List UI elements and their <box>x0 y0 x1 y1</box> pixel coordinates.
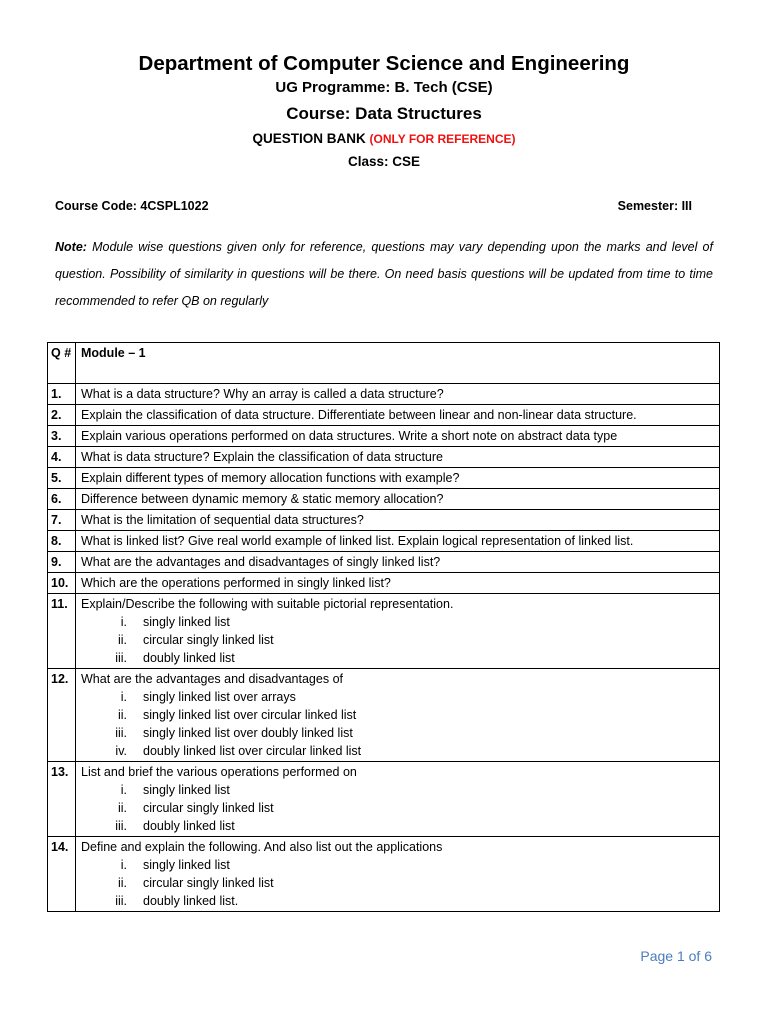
sub-item-numeral: ii. <box>117 801 127 815</box>
question-text: Which are the operations performed in singly linked list? <box>81 576 391 590</box>
question-bank-label: QUESTION BANK <box>252 131 370 146</box>
sub-item-text: singly linked list <box>143 783 230 797</box>
question-number: 8. <box>48 531 76 552</box>
question-cell <box>76 426 720 447</box>
sub-item <box>81 799 714 817</box>
question-number: 1. <box>48 384 76 405</box>
question-text: Difference between dynamic memory & static memory allocation? <box>81 492 444 506</box>
question-number: 12. <box>48 669 76 762</box>
table-row <box>48 510 720 531</box>
sub-item <box>81 688 714 706</box>
course-title: Course: Data Structures <box>286 104 482 123</box>
sub-item-text: circular singly linked list <box>143 633 274 647</box>
table-row <box>48 405 720 426</box>
question-text: What are the advantages and disadvantages of singly linked list? <box>81 555 441 569</box>
sub-item-text: singly linked list over doubly linked list <box>143 726 353 740</box>
question-text: What is data structure? Explain the classification of data structure <box>81 450 443 464</box>
programme-title: UG Programme: B. Tech (CSE) <box>275 79 493 96</box>
question-cell <box>76 594 720 669</box>
class-title: Class: CSE <box>347 154 421 169</box>
question-cell <box>76 531 720 552</box>
sub-item <box>81 781 714 799</box>
question-cell <box>76 510 720 531</box>
table-row <box>48 762 720 837</box>
table-row <box>48 594 720 669</box>
question-cell <box>76 405 720 426</box>
question-text: List and brief the various operations performed on <box>81 765 357 779</box>
table-row <box>48 426 720 447</box>
question-number: 11. <box>48 594 76 669</box>
note-paragraph <box>55 234 713 315</box>
question-text: Explain different types of memory allocation functions with example? <box>81 471 460 485</box>
sub-item-text: singly linked list <box>143 858 230 872</box>
sub-item <box>81 724 714 742</box>
table-row <box>48 552 720 573</box>
question-number: 13. <box>48 762 76 837</box>
sub-item-numeral: ii. <box>117 708 127 722</box>
table-row <box>48 468 720 489</box>
sub-item-text: doubly linked list. <box>143 894 239 908</box>
sub-item-text: singly linked list over circular linked list <box>143 708 357 722</box>
sub-item-text: doubly linked list <box>143 819 235 833</box>
question-cell <box>76 837 720 912</box>
sub-item-numeral: i. <box>120 690 127 704</box>
sub-item <box>81 742 714 760</box>
question-text: Explain various operations performed on data structures. Write a short note on abstract data type <box>81 429 618 443</box>
question-text: What are the advantages and disadvantages of <box>81 672 343 686</box>
sub-item-text: circular singly linked list <box>143 801 274 815</box>
question-text: Explain the classification of data structure. Differentiate between linear and non-linear data structure. <box>81 408 637 422</box>
table-row <box>48 837 720 912</box>
table-row <box>48 447 720 468</box>
header-q-number: Q # <box>48 343 76 384</box>
note-label: Note: <box>55 240 87 254</box>
page-indicator: Page 1 of 6 <box>640 948 712 964</box>
sub-item <box>81 613 714 631</box>
sub-item-numeral: i. <box>120 783 127 797</box>
table-row <box>48 573 720 594</box>
question-cell <box>76 468 720 489</box>
course-code: Course Code: 4CSPL1022 <box>55 199 209 213</box>
sub-item-numeral: i. <box>120 858 127 872</box>
question-cell <box>76 573 720 594</box>
question-number: 9. <box>48 552 76 573</box>
sub-item <box>81 631 714 649</box>
question-cell <box>76 762 720 837</box>
question-cell <box>76 669 720 762</box>
sub-item-numeral: iv. <box>115 744 127 758</box>
semester: Semester: III <box>617 199 692 213</box>
table-header-row <box>48 343 720 384</box>
department-title: Department of Computer Science and Engineering <box>138 52 630 75</box>
question-number: 14. <box>48 837 76 912</box>
table-row <box>48 489 720 510</box>
sub-item-numeral: i. <box>120 615 127 629</box>
question-text: What is the limitation of sequential data structures? <box>81 513 364 527</box>
sub-item-numeral: iii. <box>115 894 127 908</box>
sub-item-numeral: ii. <box>117 876 127 890</box>
sub-item-numeral: ii. <box>117 633 127 647</box>
question-number: 6. <box>48 489 76 510</box>
question-number: 2. <box>48 405 76 426</box>
sub-item-text: singly linked list over arrays <box>143 690 296 704</box>
question-text: Explain/Describe the following with suitable pictorial representation. <box>81 597 454 611</box>
sub-item-text: circular singly linked list <box>143 876 274 890</box>
question-bank-title <box>0 131 768 146</box>
table-row <box>48 669 720 762</box>
question-table <box>47 342 720 912</box>
sub-item-numeral: iii. <box>115 651 127 665</box>
sub-item <box>81 892 714 910</box>
sub-item-numeral: iii. <box>115 819 127 833</box>
question-text: What is linked list? Give real world example of linked list. Explain logical representation of linked list. <box>81 534 634 548</box>
question-number: 4. <box>48 447 76 468</box>
question-cell <box>76 489 720 510</box>
sub-item <box>81 649 714 667</box>
question-cell <box>76 552 720 573</box>
question-number: 7. <box>48 510 76 531</box>
header-module: Module – 1 <box>76 343 720 384</box>
question-cell <box>76 384 720 405</box>
sub-item-text: doubly linked list over circular linked list <box>143 744 362 758</box>
sub-item <box>81 856 714 874</box>
table-row <box>48 384 720 405</box>
question-cell <box>76 447 720 468</box>
sub-item <box>81 706 714 724</box>
table-row <box>48 531 720 552</box>
sub-item-text: singly linked list <box>143 615 230 629</box>
sub-item-numeral: iii. <box>115 726 127 740</box>
reference-only-note: (ONLY FOR REFERENCE) <box>369 132 516 146</box>
sub-item-text: doubly linked list <box>143 651 235 665</box>
question-text: Define and explain the following. And also list out the applications <box>81 840 443 854</box>
note-text: Module wise questions given only for reference, questions may vary depending upon the marks and level of question. Possibility of similarity in questions will be there. On need basis questions will be updated from time to time recommended to refer QB on regularly <box>55 240 713 308</box>
question-text: What is a data structure? Why an array is called a data structure? <box>81 387 444 401</box>
question-number: 5. <box>48 468 76 489</box>
sub-item <box>81 817 714 835</box>
question-number: 3. <box>48 426 76 447</box>
sub-item <box>81 874 714 892</box>
question-number: 10. <box>48 573 76 594</box>
